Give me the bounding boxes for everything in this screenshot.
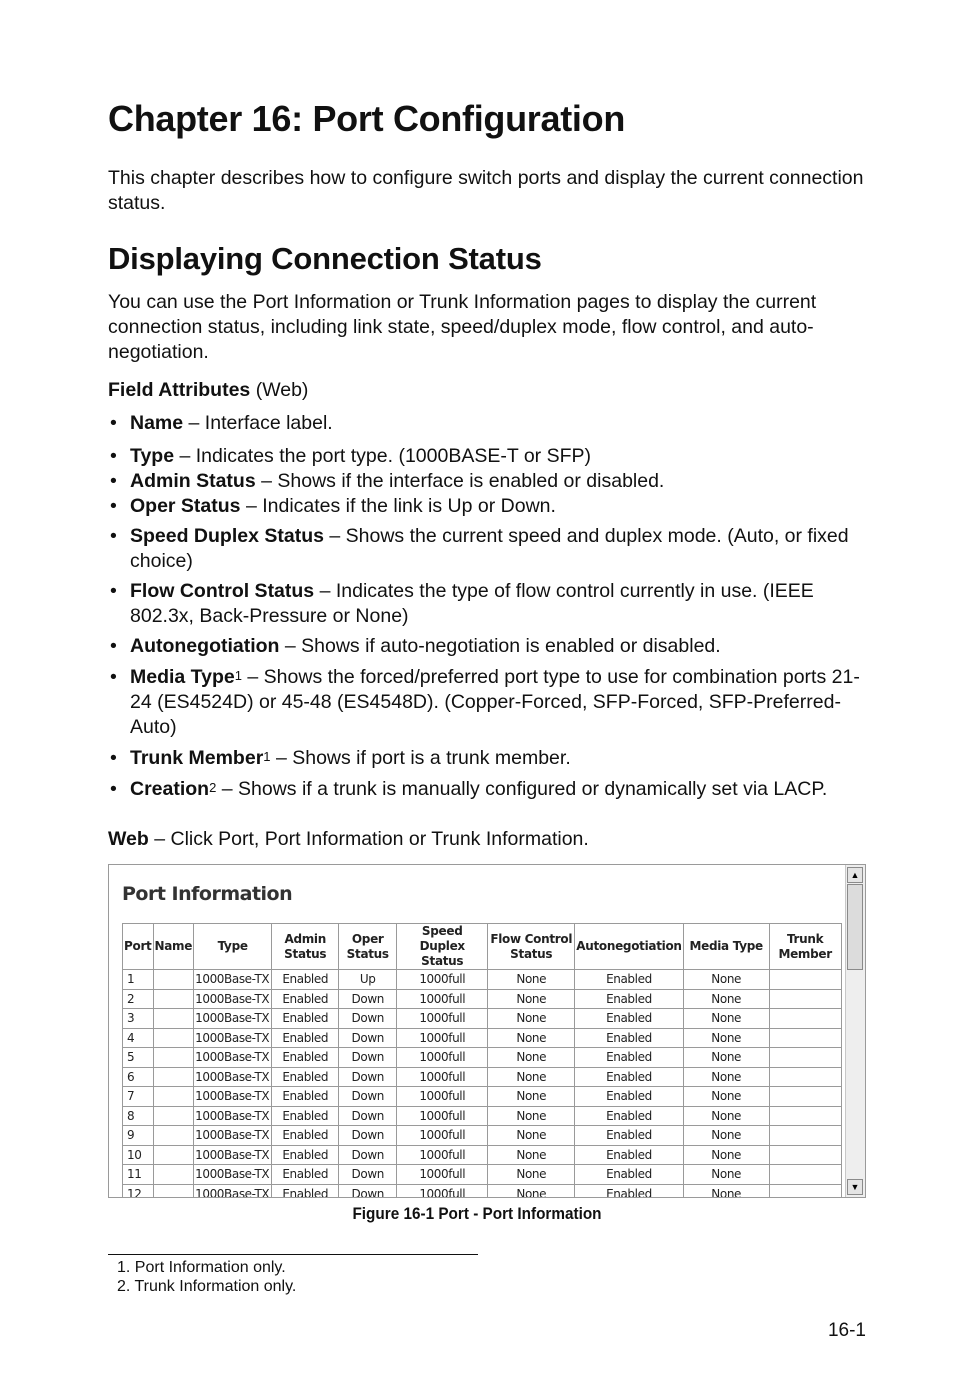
- table-cell: Enabled: [575, 1184, 683, 1198]
- field-name: Oper Status: [130, 495, 241, 517]
- table-cell: Enabled: [575, 1048, 683, 1068]
- table-cell: 1000Base-TX: [194, 1067, 272, 1087]
- table-cell: [153, 1048, 194, 1068]
- footnote-divider: [108, 1254, 478, 1255]
- table-cell: [769, 1067, 841, 1087]
- table-cell: None: [488, 1028, 575, 1048]
- table-cell: None: [488, 1126, 575, 1146]
- table-cell: Enabled: [575, 989, 683, 1009]
- table-cell: None: [488, 1184, 575, 1198]
- table-cell: Up: [339, 970, 397, 990]
- table-cell: None: [683, 1067, 769, 1087]
- table-cell: None: [683, 1165, 769, 1185]
- table-cell: 1000full: [397, 1184, 488, 1198]
- section-title: Displaying Connection Status: [108, 241, 542, 276]
- table-cell: Enabled: [272, 1048, 339, 1068]
- table-cell: Enabled: [272, 989, 339, 1009]
- table-cell: Down: [339, 1106, 397, 1126]
- table-cell: [769, 1184, 841, 1198]
- table-cell: 4: [123, 1028, 154, 1048]
- table-cell: 1000full: [397, 1087, 488, 1107]
- table-cell: None: [488, 1106, 575, 1126]
- port-information-table: [122, 923, 842, 1198]
- field-description: – Shows if port is a trunk member.: [270, 747, 571, 769]
- table-cell: 1000Base-TX: [194, 970, 272, 990]
- table-cell: [153, 1145, 194, 1165]
- table-cell: [153, 1165, 194, 1185]
- scroll-down-arrow-icon[interactable]: ▼: [847, 1179, 863, 1195]
- table-cell: None: [488, 989, 575, 1009]
- table-cell: [153, 970, 194, 990]
- field-name: Flow Control Status: [130, 580, 315, 602]
- table-cell: Enabled: [272, 1009, 339, 1029]
- footnotes: [117, 1258, 296, 1296]
- table-cell: [153, 1106, 194, 1126]
- table-cell: [769, 1087, 841, 1107]
- scrollbar-thumb[interactable]: [847, 884, 863, 970]
- table-row: [123, 989, 842, 1009]
- column-header: Autonegotiation: [575, 924, 683, 970]
- table-cell: 8: [123, 1106, 154, 1126]
- table-cell: Down: [339, 1184, 397, 1198]
- field-item: [108, 411, 878, 436]
- field-attributes-heading: [108, 378, 878, 403]
- column-header: Name: [153, 924, 194, 970]
- field-attributes-label: Field Attributes: [108, 379, 251, 401]
- vertical-scrollbar[interactable]: [845, 865, 865, 1197]
- chapter-title: Chapter 16: Port Configuration: [108, 98, 626, 139]
- table-cell: 1000Base-TX: [194, 1048, 272, 1068]
- table-cell: Enabled: [575, 1009, 683, 1029]
- field-name: Trunk Member: [130, 747, 264, 769]
- table-cell: Down: [339, 989, 397, 1009]
- table-row: [123, 1087, 842, 1107]
- field-item: [108, 494, 878, 519]
- table-cell: 1000full: [397, 1009, 488, 1029]
- field-description: – Shows the current speed and duplex mode. (Auto, or fixed choice): [130, 525, 849, 572]
- table-cell: [153, 1028, 194, 1048]
- table-cell: 1: [123, 970, 154, 990]
- table-cell: 1000Base-TX: [194, 1126, 272, 1146]
- table-cell: Enabled: [272, 1126, 339, 1146]
- table-cell: Down: [339, 1126, 397, 1146]
- footnote-ref: 1: [263, 749, 271, 764]
- footnote: 2. Trunk Information only.: [117, 1278, 297, 1295]
- table-cell: [153, 1126, 194, 1146]
- table-cell: 6: [123, 1067, 154, 1087]
- column-header: Trunk Member: [769, 924, 841, 970]
- footnote-ref: 2: [209, 780, 217, 795]
- table-cell: 1000full: [397, 1106, 488, 1126]
- table-cell: 10: [123, 1145, 154, 1165]
- table-cell: Enabled: [272, 1184, 339, 1198]
- table-cell: 1000Base-TX: [194, 1009, 272, 1029]
- screenshot-title: Port Information: [122, 883, 293, 905]
- table-cell: 1000Base-TX: [194, 989, 272, 1009]
- field-item: [108, 579, 878, 629]
- table-cell: 1000full: [397, 1145, 488, 1165]
- scroll-up-arrow-icon[interactable]: ▲: [847, 867, 863, 883]
- field-name: Type: [130, 445, 175, 467]
- page-number: 16-1: [827, 1320, 866, 1341]
- field-item: [108, 444, 878, 469]
- table-cell: Enabled: [575, 1028, 683, 1048]
- field-item: [108, 469, 878, 494]
- figure-caption: Figure 16-1 Port - Port Information: [352, 1204, 602, 1223]
- table-cell: Enabled: [575, 970, 683, 990]
- section-intro: You can use the Port Information or Trunk Information pages to display the current connection status, including link state, speed/duplex mode, flow control, and auto-negotiation.: [108, 291, 817, 363]
- table-row: [123, 1048, 842, 1068]
- table-cell: [769, 1145, 841, 1165]
- field-description: – Interface label.: [183, 412, 333, 434]
- table-row: [123, 1165, 842, 1185]
- table-cell: [769, 1126, 841, 1146]
- table-cell: None: [683, 1106, 769, 1126]
- field-list: [108, 411, 878, 802]
- table-cell: None: [683, 1048, 769, 1068]
- table-cell: Enabled: [575, 1067, 683, 1087]
- field-description: – Indicates the type of flow control currently in use. (IEEE 802.3x, Back-Pressure or None): [130, 580, 814, 627]
- table-row: [123, 1067, 842, 1087]
- table-cell: 1000Base-TX: [194, 1145, 272, 1165]
- table-header-row: [123, 924, 842, 970]
- table-cell: [153, 1184, 194, 1198]
- table-cell: [153, 989, 194, 1009]
- table-cell: Down: [339, 1067, 397, 1087]
- field-description: – Shows if a trunk is manually configured or dynamically set via LACP.: [216, 778, 828, 800]
- table-cell: None: [488, 1165, 575, 1185]
- table-cell: None: [488, 1145, 575, 1165]
- table-cell: [769, 1106, 841, 1126]
- table-cell: 3: [123, 1009, 154, 1029]
- table-cell: None: [488, 1087, 575, 1107]
- table-cell: Enabled: [272, 1028, 339, 1048]
- column-header: Oper Status: [339, 924, 397, 970]
- field-name: Name: [130, 412, 184, 434]
- table-cell: None: [683, 989, 769, 1009]
- chapter-intro: This chapter describes how to configure switch ports and display the current connection status.: [108, 167, 864, 214]
- table-cell: Enabled: [272, 1165, 339, 1185]
- field-name: Creation: [130, 778, 210, 800]
- footnote-ref: 1: [234, 668, 242, 683]
- field-item: [108, 665, 878, 740]
- field-description: – Indicates if the link is Up or Down.: [240, 495, 556, 517]
- table-row: [123, 1106, 842, 1126]
- table-cell: Enabled: [575, 1106, 683, 1126]
- table-cell: 1000Base-TX: [194, 1165, 272, 1185]
- web-label: Web: [108, 828, 149, 850]
- table-cell: Enabled: [272, 970, 339, 990]
- table-row: [123, 1184, 842, 1198]
- field-name: Autonegotiation: [130, 635, 280, 657]
- table-cell: [769, 1009, 841, 1029]
- table-cell: Enabled: [272, 1145, 339, 1165]
- table-cell: Enabled: [575, 1145, 683, 1165]
- table-cell: 9: [123, 1126, 154, 1146]
- table-cell: None: [488, 1048, 575, 1068]
- table-body: [123, 970, 842, 1199]
- column-header: Media Type: [683, 924, 769, 970]
- table-cell: Enabled: [272, 1106, 339, 1126]
- table-cell: 5: [123, 1048, 154, 1068]
- table-cell: None: [488, 1009, 575, 1029]
- table-cell: 1000Base-TX: [194, 1106, 272, 1126]
- field-item: [108, 524, 878, 574]
- table-cell: Down: [339, 1048, 397, 1068]
- table-cell: 2: [123, 989, 154, 1009]
- table-row: [123, 1009, 842, 1029]
- table-row: [123, 1028, 842, 1048]
- column-header: Type: [194, 924, 272, 970]
- table-cell: Down: [339, 1165, 397, 1185]
- port-information-screenshot: [108, 864, 866, 1198]
- table-cell: 1000Base-TX: [194, 1087, 272, 1107]
- table-cell: None: [683, 1184, 769, 1198]
- table-cell: None: [683, 970, 769, 990]
- table-cell: None: [683, 1087, 769, 1107]
- table-cell: [769, 1028, 841, 1048]
- table-cell: 1000full: [397, 970, 488, 990]
- table-cell: 1000full: [397, 1067, 488, 1087]
- table-cell: Enabled: [575, 1087, 683, 1107]
- table-cell: 11: [123, 1165, 154, 1185]
- field-item: [108, 746, 878, 771]
- column-header: Speed Duplex Status: [397, 924, 488, 970]
- table-cell: 1000full: [397, 1165, 488, 1185]
- column-header: Flow Control Status: [488, 924, 575, 970]
- table-cell: None: [488, 970, 575, 990]
- table-cell: Down: [339, 1087, 397, 1107]
- field-description: – Shows if auto-negotiation is enabled or disabled.: [279, 635, 721, 657]
- table-cell: Down: [339, 1009, 397, 1029]
- table-cell: [153, 1067, 194, 1087]
- field-name: Media Type: [130, 666, 235, 688]
- table-cell: None: [683, 1009, 769, 1029]
- table-cell: 1000Base-TX: [194, 1184, 272, 1198]
- table-cell: Down: [339, 1028, 397, 1048]
- table-cell: [769, 1165, 841, 1185]
- table-cell: None: [488, 1067, 575, 1087]
- table-row: [123, 1145, 842, 1165]
- field-attributes-suffix: (Web): [250, 379, 309, 401]
- table-cell: Enabled: [575, 1165, 683, 1185]
- field-name: Speed Duplex Status: [130, 525, 324, 547]
- table-cell: 1000full: [397, 1028, 488, 1048]
- footnote: 1. Port Information only.: [117, 1259, 286, 1276]
- table-cell: [769, 989, 841, 1009]
- table-cell: None: [683, 1028, 769, 1048]
- field-description: – Indicates the port type. (1000BASE-T or SFP): [174, 445, 592, 467]
- field-name: Admin Status: [130, 470, 256, 492]
- column-header: Admin Status: [272, 924, 339, 970]
- table-cell: Enabled: [272, 1067, 339, 1087]
- table-cell: 1000Base-TX: [194, 1028, 272, 1048]
- table-cell: 1000full: [397, 1048, 488, 1068]
- column-header: Port: [123, 924, 154, 970]
- table-cell: [153, 1009, 194, 1029]
- table-row: [123, 970, 842, 990]
- table-cell: Enabled: [272, 1087, 339, 1107]
- field-description: – Shows if the interface is enabled or disabled.: [255, 470, 665, 492]
- field-description: – Shows the forced/preferred port type to use for combination ports 21-24 (ES4524D) or 45-48 (ES4548D). (Copper-Forced, SFP-Forced, SFP-Preferred-Auto): [130, 666, 860, 738]
- web-text: – Click Port, Port Information or Trunk Information.: [148, 828, 589, 850]
- table-cell: [769, 970, 841, 990]
- table-cell: [769, 1048, 841, 1068]
- table-row: [123, 1126, 842, 1146]
- table-cell: Down: [339, 1145, 397, 1165]
- table-cell: None: [683, 1145, 769, 1165]
- table-cell: 1000full: [397, 989, 488, 1009]
- table-cell: Enabled: [575, 1126, 683, 1146]
- field-item: [108, 777, 878, 802]
- table-cell: [153, 1087, 194, 1107]
- web-instruction: [108, 827, 878, 852]
- table-cell: None: [683, 1126, 769, 1146]
- table-cell: 12: [123, 1184, 154, 1198]
- field-item: [108, 634, 878, 659]
- table-cell: 7: [123, 1087, 154, 1107]
- table-cell: 1000full: [397, 1126, 488, 1146]
